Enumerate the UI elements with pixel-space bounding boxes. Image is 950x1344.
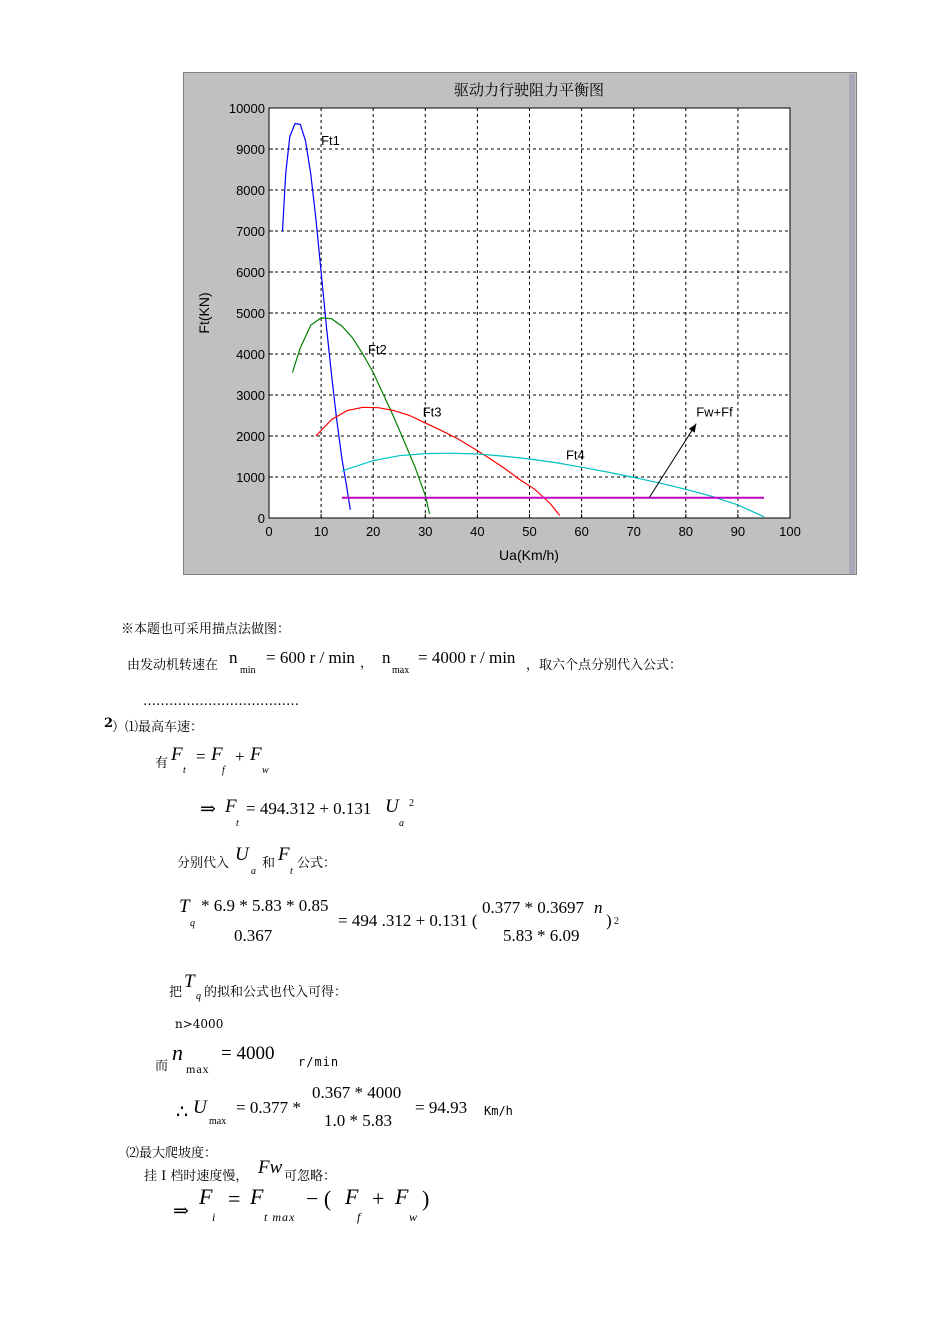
er-label: 而 <box>155 1059 169 1074</box>
x-tick-label: 30 <box>418 524 433 539</box>
x-tick-label: 10 <box>313 524 329 539</box>
ft-formula: = 494.312 + 0.131 <box>246 799 372 818</box>
series-label-ft3: Ft3 <box>422 404 442 420</box>
fraction1-numerator: * 6.9 * 5.83 * 0.85 <box>201 896 329 915</box>
sub-f: f <box>222 765 225 776</box>
q2-title: ）⑴最高车速： <box>112 720 204 735</box>
series-label-ft4: Ft4 <box>565 447 585 463</box>
fraction3-denominator: 1.0 * 5.83 <box>324 1111 392 1130</box>
close-paren: ) <box>606 911 612 930</box>
sub-tmax: t max <box>264 1210 296 1224</box>
umax-value: = 94.93 <box>415 1098 468 1117</box>
max-subscript: max <box>392 665 410 676</box>
sub-w: w <box>409 1210 418 1224</box>
n-condition: n>4000 <box>175 1017 224 1031</box>
series-label-ft2: Ft2 <box>367 342 387 357</box>
note-line: ※本题也可采用描点法做图： <box>121 622 291 637</box>
sub-q: q <box>190 918 195 929</box>
nmax-value: = 4000 <box>221 1043 275 1064</box>
symbol-F: F <box>395 1184 409 1209</box>
square-exponent: 2 <box>614 916 619 927</box>
implies-symbol: ⇒ <box>173 1201 189 1222</box>
y-tick-label: 6000 <box>236 265 265 280</box>
therefore-symbol: ∴ <box>176 1102 189 1123</box>
ba-label: 把 <box>169 985 183 1000</box>
max-subscript: max <box>209 1116 227 1127</box>
gear1-text: 挂 I 档时速度慢， <box>144 1169 249 1184</box>
figure-scrollbar <box>849 74 855 574</box>
x-tick-label: 60 <box>574 524 589 539</box>
symbol-n: n <box>172 1040 183 1065</box>
y-tick-label: 8000 <box>236 183 265 198</box>
symbol-F: F <box>199 1184 213 1209</box>
torque-equation-middle: = 494 .312 + 0.131 ( <box>338 911 478 930</box>
max-subscript: max <box>186 1062 210 1076</box>
minus-open: − ( <box>306 1186 332 1211</box>
equals: = <box>196 747 206 766</box>
fraction2-numerator: 0.377 * 0.3697 <box>482 898 584 917</box>
fit-suffix: 的拟和公式也代入可得： <box>204 985 348 1000</box>
symbol-F: F <box>211 744 223 765</box>
y-tick-label: 5000 <box>236 306 265 321</box>
rpm-prefix: 由发动机转速在 <box>127 658 219 673</box>
x-tick-label: 0 <box>265 524 273 539</box>
symbol-F: F <box>250 744 262 765</box>
y-tick-label: 4000 <box>236 347 265 362</box>
y-tick-label: 7000 <box>236 224 265 239</box>
x-tick-label: 70 <box>626 524 641 539</box>
symbol-T: T <box>184 971 195 992</box>
n-max-symbol: n <box>382 648 391 667</box>
implies-symbol: ⇒ <box>200 799 216 820</box>
gear1-suffix: 可忽略： <box>284 1169 337 1184</box>
x-tick-label: 100 <box>779 524 801 539</box>
q2-2-heading: ⑵最大爬坡度： <box>126 1146 218 1161</box>
symbol-F: F <box>250 1184 264 1209</box>
x-tick-label: 40 <box>470 524 485 539</box>
ellipsis-line: ……………………………… <box>143 694 299 709</box>
fraction2-denominator: 5.83 * 6.09 <box>503 926 580 945</box>
sub-w: w <box>262 765 269 776</box>
rpm-suffix: ，取六个点分别代入公式： <box>526 658 683 673</box>
rpm-600: = 600 r / min <box>266 648 355 667</box>
comma: ， <box>360 656 374 671</box>
n-min-symbol: n <box>229 648 238 667</box>
chart-title: 驱动力行驶阻力平衡图 <box>453 81 605 99</box>
y-tick-label: 2000 <box>236 429 265 444</box>
symbol-F: F <box>345 1184 359 1209</box>
symbol-U: U <box>193 1097 207 1118</box>
rpm-unit: r/min <box>298 1055 340 1069</box>
series-label-ft1: Ft1 <box>321 132 340 148</box>
sub-t: t <box>236 818 239 829</box>
x-tick-label: 80 <box>678 524 694 539</box>
x-axis-label: Ua(Km/h) <box>499 547 559 563</box>
series-label-fwff: Fw+Ff <box>696 404 733 420</box>
plus: + <box>235 747 245 766</box>
fraction3-numerator: 0.367 * 4000 <box>312 1083 402 1102</box>
y-tick-label: 3000 <box>236 388 265 403</box>
symbol-U: U <box>385 796 399 817</box>
min-subscript: min <box>240 665 256 676</box>
and-label: 和 <box>262 856 276 871</box>
sub-i: i <box>212 1210 216 1224</box>
sub-f: f <box>357 1210 361 1224</box>
fraction1-denominator: 0.367 <box>234 926 273 945</box>
symbol-T: T <box>179 896 190 917</box>
y-tick-label: 0 <box>257 511 265 526</box>
sub-t: t <box>183 765 186 776</box>
substitute-suffix: 公式： <box>297 856 337 871</box>
symbol-n: n <box>594 898 603 917</box>
force-balance-chart <box>183 72 857 575</box>
sub-q: q <box>196 991 201 1002</box>
substitute-prefix: 分别代入 <box>177 856 230 871</box>
symbol-F: F <box>225 796 237 817</box>
sub-t: t <box>290 866 293 877</box>
symbol-F: F <box>278 844 290 865</box>
plus: + <box>372 1186 385 1211</box>
x-tick-label: 50 <box>522 524 537 539</box>
rpm-4000: = 4000 r / min <box>418 648 516 667</box>
symbol-U: U <box>235 844 249 865</box>
y-axis-label: Ft(KN) <box>196 292 212 334</box>
speed-unit: Km/h <box>484 1104 513 1118</box>
q2-number: 2 <box>104 716 114 731</box>
y-tick-label: 9000 <box>236 142 265 157</box>
symbol-Fw: Fw <box>258 1157 283 1178</box>
sub-a: a <box>399 818 404 829</box>
umax-factor: = 0.377 * <box>236 1098 301 1117</box>
equals: = <box>228 1186 241 1211</box>
x-tick-label: 90 <box>730 524 746 539</box>
y-tick-label: 10000 <box>228 101 265 116</box>
sub-a: a <box>251 866 256 877</box>
symbol-F: F <box>171 744 183 765</box>
close-paren: ) <box>422 1186 430 1211</box>
chart-figure <box>183 72 857 575</box>
x-tick-label: 20 <box>365 524 381 539</box>
square-exponent: 2 <box>409 798 414 809</box>
you-label: 有 <box>155 756 169 771</box>
y-tick-label: 1000 <box>236 470 265 485</box>
